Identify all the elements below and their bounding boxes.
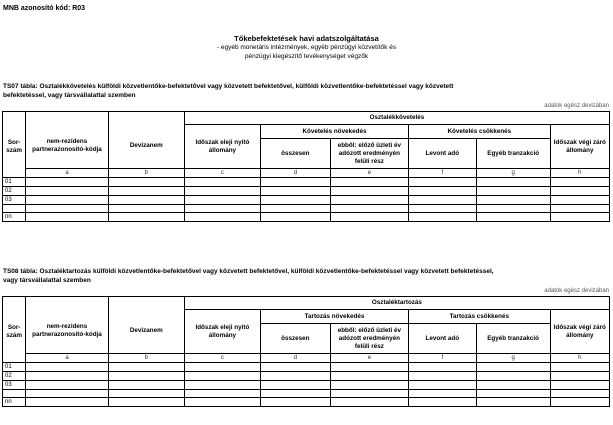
ts08-col-other: Egyéb tranzakció bbox=[476, 324, 550, 354]
ts07-row bbox=[3, 187, 610, 196]
data-cell[interactable] bbox=[550, 187, 609, 196]
ts08-title-line-2: vagy társvállalattal szemben bbox=[3, 277, 91, 284]
data-cell[interactable] bbox=[26, 205, 108, 213]
ts07-title bbox=[3, 82, 608, 100]
data-cell[interactable] bbox=[550, 178, 609, 187]
data-cell[interactable] bbox=[408, 390, 476, 398]
row-number: nn bbox=[3, 213, 26, 222]
data-cell[interactable] bbox=[476, 178, 550, 187]
ts07-col-nonresident: nem-rezidens partnerazonosító-kódja bbox=[26, 125, 108, 169]
ts07-col-other: Egyéb tranzakció bbox=[476, 139, 550, 169]
data-cell[interactable] bbox=[184, 187, 260, 196]
data-cell[interactable] bbox=[260, 363, 330, 372]
data-cell[interactable] bbox=[330, 213, 408, 222]
data-cell[interactable] bbox=[550, 390, 609, 398]
ts07-letter: f bbox=[408, 169, 476, 178]
ts08-title-line-1: TS08 tábla: Osztaléktartozás külföldi közvetlentőke-befektetővel vagy közvetett befektetővel, külföldi közvetlentőke-befektetéssel vagy közvetett befektetéssel, bbox=[3, 268, 494, 275]
data-cell[interactable] bbox=[184, 213, 260, 222]
data-cell[interactable] bbox=[476, 187, 550, 196]
ts07-col-sorszam: Sor-szám bbox=[3, 125, 26, 169]
data-cell[interactable] bbox=[108, 213, 184, 222]
data-cell[interactable] bbox=[550, 196, 609, 205]
data-cell[interactable] bbox=[330, 178, 408, 187]
ts07-col-tax: Levont adó bbox=[408, 139, 476, 169]
ts07-title-line-1: TS07 tábla: Osztalékkövetelés külföldi közvetlentőke-befektetővel vagy közvetett befektetővel, külföldi közvetlentőke-befektetéssel vagy közvetett bbox=[3, 83, 454, 90]
data-cell[interactable] bbox=[260, 390, 330, 398]
data-cell[interactable] bbox=[408, 196, 476, 205]
data-cell[interactable] bbox=[108, 187, 184, 196]
ts07-col-devizanem: Devizanem bbox=[108, 125, 184, 169]
data-cell[interactable] bbox=[108, 205, 184, 213]
ts07-title-line-2: befektetéssel, vagy társvállalattal szemben bbox=[3, 92, 136, 99]
data-cell[interactable] bbox=[330, 381, 408, 390]
ts07-row bbox=[3, 213, 610, 222]
ts08-letter: b bbox=[108, 354, 184, 363]
data-cell[interactable] bbox=[184, 398, 260, 407]
row-number: 02 bbox=[3, 372, 26, 381]
ts07-group-header: Osztalékkövetelés bbox=[184, 112, 609, 125]
title-line-2: - egyéb monetáris intézmények, egyéb pénzügyi közvetítők és bbox=[216, 44, 397, 51]
data-cell[interactable] bbox=[26, 381, 108, 390]
data-cell[interactable] bbox=[26, 196, 108, 205]
data-cell[interactable] bbox=[476, 196, 550, 205]
ts08-letter: h bbox=[550, 354, 609, 363]
ts08-col-opening: Időszak eleji nyitó állomány bbox=[184, 310, 260, 354]
data-cell[interactable] bbox=[550, 372, 609, 381]
ts07-row bbox=[3, 196, 610, 205]
data-cell[interactable] bbox=[476, 363, 550, 372]
data-cell[interactable] bbox=[330, 205, 408, 213]
data-cell[interactable] bbox=[108, 196, 184, 205]
ts08-unit-note: adatok egész devizában bbox=[544, 288, 609, 294]
mnb-code: MNB azonosító kód: R03 bbox=[3, 5, 86, 12]
ts08-col-tax: Levont adó bbox=[408, 324, 476, 354]
data-cell[interactable] bbox=[476, 205, 550, 213]
ts08-letter: d bbox=[260, 354, 330, 363]
ts08-letter: g bbox=[476, 354, 550, 363]
data-cell[interactable] bbox=[108, 372, 184, 381]
ts07-table bbox=[2, 111, 610, 222]
data-cell[interactable] bbox=[408, 363, 476, 372]
data-cell[interactable] bbox=[26, 187, 108, 196]
ts07-letter: d bbox=[260, 169, 330, 178]
ts07-letter: h bbox=[550, 169, 609, 178]
data-cell[interactable] bbox=[26, 390, 108, 398]
ts07-row bbox=[3, 205, 610, 213]
ts07-letter: e bbox=[330, 169, 408, 178]
data-cell[interactable] bbox=[476, 398, 550, 407]
ts07-letter: c bbox=[184, 169, 260, 178]
ts08-col-closing: Időszak végi záró állomány bbox=[550, 310, 609, 354]
data-cell[interactable] bbox=[108, 178, 184, 187]
ts08-col-devizanem: Devizanem bbox=[108, 310, 184, 354]
data-cell[interactable] bbox=[476, 213, 550, 222]
data-cell[interactable] bbox=[108, 398, 184, 407]
data-cell[interactable] bbox=[408, 205, 476, 213]
data-cell[interactable] bbox=[550, 381, 609, 390]
ts07-letter: g bbox=[476, 169, 550, 178]
data-cell[interactable] bbox=[476, 381, 550, 390]
data-cell[interactable] bbox=[550, 213, 609, 222]
data-cell[interactable] bbox=[184, 390, 260, 398]
data-cell[interactable] bbox=[184, 205, 260, 213]
title-line-1: Tőkebefektetések havi adatszolgáltatása bbox=[234, 34, 379, 43]
ts08-row bbox=[3, 363, 610, 372]
report-title bbox=[0, 34, 613, 61]
ts07-col-total: összesen bbox=[260, 139, 330, 169]
ts08-letter: e bbox=[330, 354, 408, 363]
data-cell[interactable] bbox=[260, 178, 330, 187]
data-cell[interactable] bbox=[330, 398, 408, 407]
ts07-row bbox=[3, 178, 610, 187]
row-number: 02 bbox=[3, 187, 26, 196]
ts08-row bbox=[3, 372, 610, 381]
ts08-table bbox=[2, 296, 610, 407]
ts08-col-of-which: ebből: előző üzleti év adózott eredményén felüli rész bbox=[330, 324, 408, 354]
data-cell[interactable] bbox=[550, 363, 609, 372]
row-number: 03 bbox=[3, 196, 26, 205]
ts08-title bbox=[3, 267, 608, 285]
data-cell[interactable] bbox=[476, 372, 550, 381]
ts08-row bbox=[3, 381, 610, 390]
data-cell[interactable] bbox=[260, 213, 330, 222]
ts07-col-of-which: ebből: előző üzleti év adózott eredményén felüli rész bbox=[330, 139, 408, 169]
ts07-increase-header: Követelés növekedés bbox=[260, 125, 408, 139]
data-cell[interactable] bbox=[184, 178, 260, 187]
data-cell[interactable] bbox=[108, 381, 184, 390]
data-cell[interactable] bbox=[184, 372, 260, 381]
data-cell[interactable] bbox=[26, 178, 108, 187]
data-cell[interactable] bbox=[260, 187, 330, 196]
row-number: 01 bbox=[3, 363, 26, 372]
data-cell[interactable] bbox=[330, 187, 408, 196]
ts08-group-header: Osztaléktartozás bbox=[184, 297, 609, 310]
data-cell[interactable] bbox=[330, 363, 408, 372]
row-number: 03 bbox=[3, 381, 26, 390]
data-cell[interactable] bbox=[330, 196, 408, 205]
data-cell[interactable] bbox=[408, 178, 476, 187]
data-cell[interactable] bbox=[550, 205, 609, 213]
row-number bbox=[3, 205, 26, 213]
ts08-row bbox=[3, 398, 610, 407]
ts07-decrease-header: Követelés csökkenés bbox=[408, 125, 550, 139]
ts08-decrease-header: Tartozás csökkenés bbox=[408, 310, 550, 324]
data-cell[interactable] bbox=[260, 398, 330, 407]
data-cell[interactable] bbox=[108, 390, 184, 398]
ts07-col-opening: Időszak eleji nyitó állomány bbox=[184, 125, 260, 169]
ts08-letter: f bbox=[408, 354, 476, 363]
ts08-col-nonresident: nem-rezidens partnerazonosító-kódja bbox=[26, 310, 108, 354]
data-cell[interactable] bbox=[184, 196, 260, 205]
data-cell[interactable] bbox=[184, 363, 260, 372]
data-cell[interactable] bbox=[408, 372, 476, 381]
ts07-letter: a bbox=[26, 169, 108, 178]
data-cell[interactable] bbox=[476, 390, 550, 398]
data-cell[interactable] bbox=[408, 187, 476, 196]
row-number: 01 bbox=[3, 178, 26, 187]
title-line-3: pénzügyi kiegészítő tevékenységet végzők bbox=[244, 53, 369, 60]
data-cell[interactable] bbox=[408, 381, 476, 390]
data-cell[interactable] bbox=[260, 196, 330, 205]
ts08-col-total: összesen bbox=[260, 324, 330, 354]
ts08-letter: a bbox=[26, 354, 108, 363]
data-cell[interactable] bbox=[260, 381, 330, 390]
data-cell[interactable] bbox=[26, 213, 108, 222]
data-cell[interactable] bbox=[408, 213, 476, 222]
row-number: nn bbox=[3, 398, 26, 407]
data-cell[interactable] bbox=[26, 372, 108, 381]
data-cell[interactable] bbox=[26, 363, 108, 372]
data-cell[interactable] bbox=[184, 381, 260, 390]
data-cell[interactable] bbox=[260, 372, 330, 381]
ts08-row bbox=[3, 390, 610, 398]
data-cell[interactable] bbox=[26, 398, 108, 407]
data-cell[interactable] bbox=[260, 205, 330, 213]
ts08-increase-header: Tartozás növekedés bbox=[260, 310, 408, 324]
data-cell[interactable] bbox=[108, 363, 184, 372]
data-cell[interactable] bbox=[408, 398, 476, 407]
data-cell[interactable] bbox=[330, 390, 408, 398]
ts07-letter: b bbox=[108, 169, 184, 178]
data-cell[interactable] bbox=[550, 398, 609, 407]
ts08-letter: c bbox=[184, 354, 260, 363]
ts08-col-sorszam: Sor-szám bbox=[3, 310, 26, 354]
data-cell[interactable] bbox=[330, 372, 408, 381]
ts07-unit-note: adatok egész devizában bbox=[544, 103, 609, 109]
ts07-col-closing: Időszak végi záró állomány bbox=[550, 125, 609, 169]
row-number bbox=[3, 390, 26, 398]
